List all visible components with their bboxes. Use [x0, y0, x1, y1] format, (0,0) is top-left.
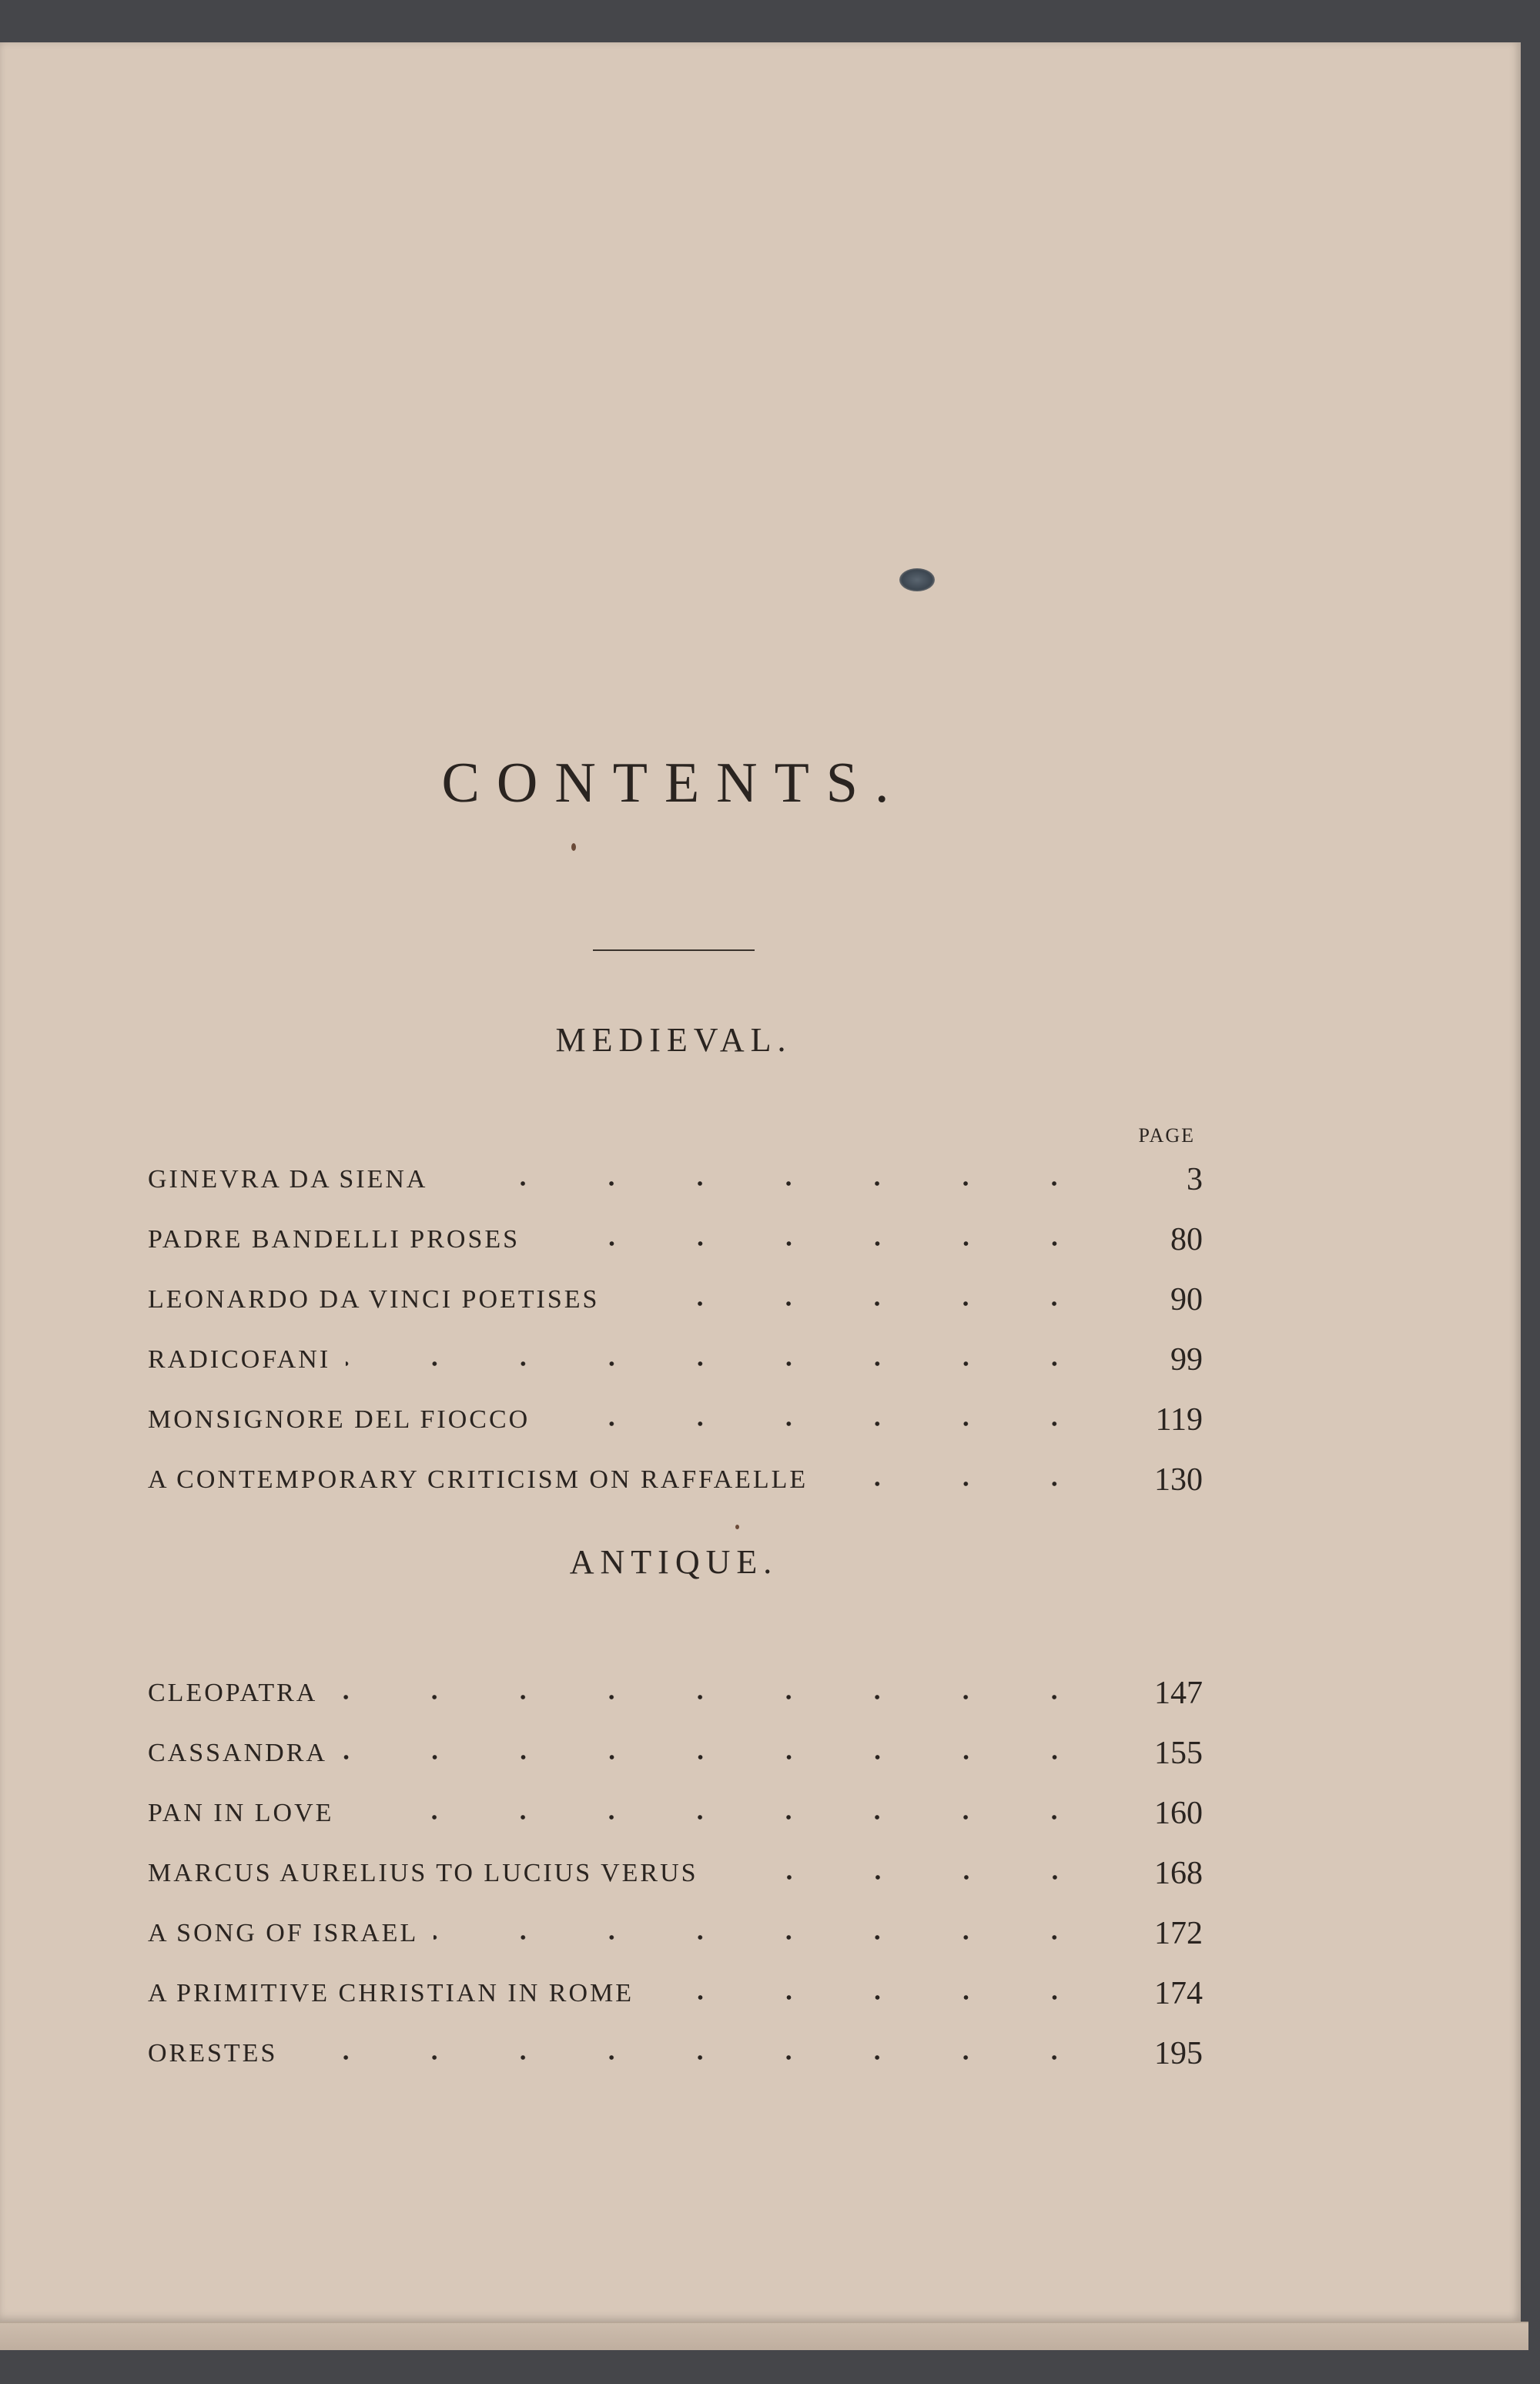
- toc-entry: [148, 1450, 1203, 1510]
- dot-leader: [823, 1480, 1099, 1488]
- entry-page-number: 174: [1154, 1976, 1203, 2011]
- entry-title: CLEOPATRA: [148, 1679, 318, 1707]
- dot-leader: [343, 1753, 1099, 1761]
- entry-page-number: 160: [1154, 1796, 1203, 1831]
- entry-page-number: 168: [1154, 1856, 1203, 1891]
- page-stack-edge: [0, 2322, 1528, 2350]
- entry-title: A SONG OF ISRAEL: [148, 1919, 419, 1947]
- dot-leader: [443, 1180, 1099, 1187]
- entry-title: A PRIMITIVE CHRISTIAN IN ROME: [148, 1979, 634, 2007]
- toc-entry: [148, 1843, 1203, 1904]
- title-divider: [593, 949, 755, 951]
- entry-page-number: 195: [1154, 2036, 1203, 2071]
- paper-speck: [571, 843, 576, 851]
- entry-title: LEONARDO DA VINCI POETISES: [148, 1285, 600, 1314]
- dot-leader: [714, 1873, 1099, 1881]
- toc-entry: [148, 1150, 1203, 1210]
- dot-leader: [434, 1934, 1099, 1941]
- entry-page-number: 3: [1187, 1162, 1203, 1197]
- dot-leader: [333, 1693, 1099, 1701]
- entry-title: A CONTEMPORARY CRITICISM ON RAFFAELLE: [148, 1465, 808, 1494]
- entry-title: ORESTES: [148, 2039, 278, 2068]
- dot-leader: [535, 1240, 1099, 1247]
- entry-title: PAN IN LOVE: [148, 1799, 334, 1827]
- entry-page-number: 155: [1154, 1736, 1203, 1771]
- toc-entry: [148, 1270, 1203, 1330]
- toc-entry: [148, 1390, 1203, 1450]
- entry-title: GINEVRA DA SIENA: [148, 1165, 428, 1194]
- entry-page-number: 147: [1154, 1676, 1203, 1711]
- entry-title: CASSANDRA: [148, 1739, 327, 1767]
- entry-page-number: 119: [1155, 1402, 1203, 1438]
- entry-page-number: 172: [1154, 1916, 1203, 1951]
- toc-list-medieval: [148, 1150, 1203, 1510]
- toc-list-antique: [148, 1663, 1203, 2084]
- page-title: CONTENTS.: [441, 752, 906, 815]
- dot-leader: [649, 1994, 1099, 2001]
- dot-leader: [614, 1300, 1099, 1308]
- entry-page-number: 130: [1154, 1462, 1203, 1498]
- toc-entry: [148, 1904, 1203, 1964]
- entry-page-number: 80: [1170, 1222, 1203, 1257]
- page-column-label: PAGE: [1138, 1124, 1195, 1147]
- entry-page-number: 99: [1170, 1342, 1203, 1378]
- toc-entry: [148, 1964, 1203, 2024]
- book-page: [0, 42, 1521, 2322]
- toc-entry: [148, 2024, 1203, 2084]
- paper-speck: [735, 1525, 739, 1529]
- dot-leader: [349, 1813, 1099, 1821]
- entry-page-number: 90: [1170, 1282, 1203, 1318]
- dot-leader: [346, 1360, 1099, 1368]
- toc-entry: [148, 1663, 1203, 1723]
- entry-title: MARCUS AURELIUS TO LUCIUS VERUS: [148, 1859, 698, 1887]
- toc-entry: [148, 1210, 1203, 1270]
- ink-blot: [899, 568, 935, 591]
- toc-entry: [148, 1330, 1203, 1390]
- entry-title: MONSIGNORE DEL FIOCCO: [148, 1405, 531, 1434]
- toc-entry: [148, 1783, 1203, 1843]
- toc-entry: [148, 1723, 1203, 1783]
- dot-leader: [293, 2054, 1099, 2061]
- entry-title: PADRE BANDELLI PROSES: [148, 1225, 521, 1254]
- dot-leader: [545, 1420, 1099, 1428]
- entry-title: RADICOFANI: [148, 1345, 331, 1374]
- section-heading-antique: ANTIQUE.: [569, 1543, 778, 1581]
- section-heading-medieval: MEDIEVAL.: [555, 1021, 792, 1059]
